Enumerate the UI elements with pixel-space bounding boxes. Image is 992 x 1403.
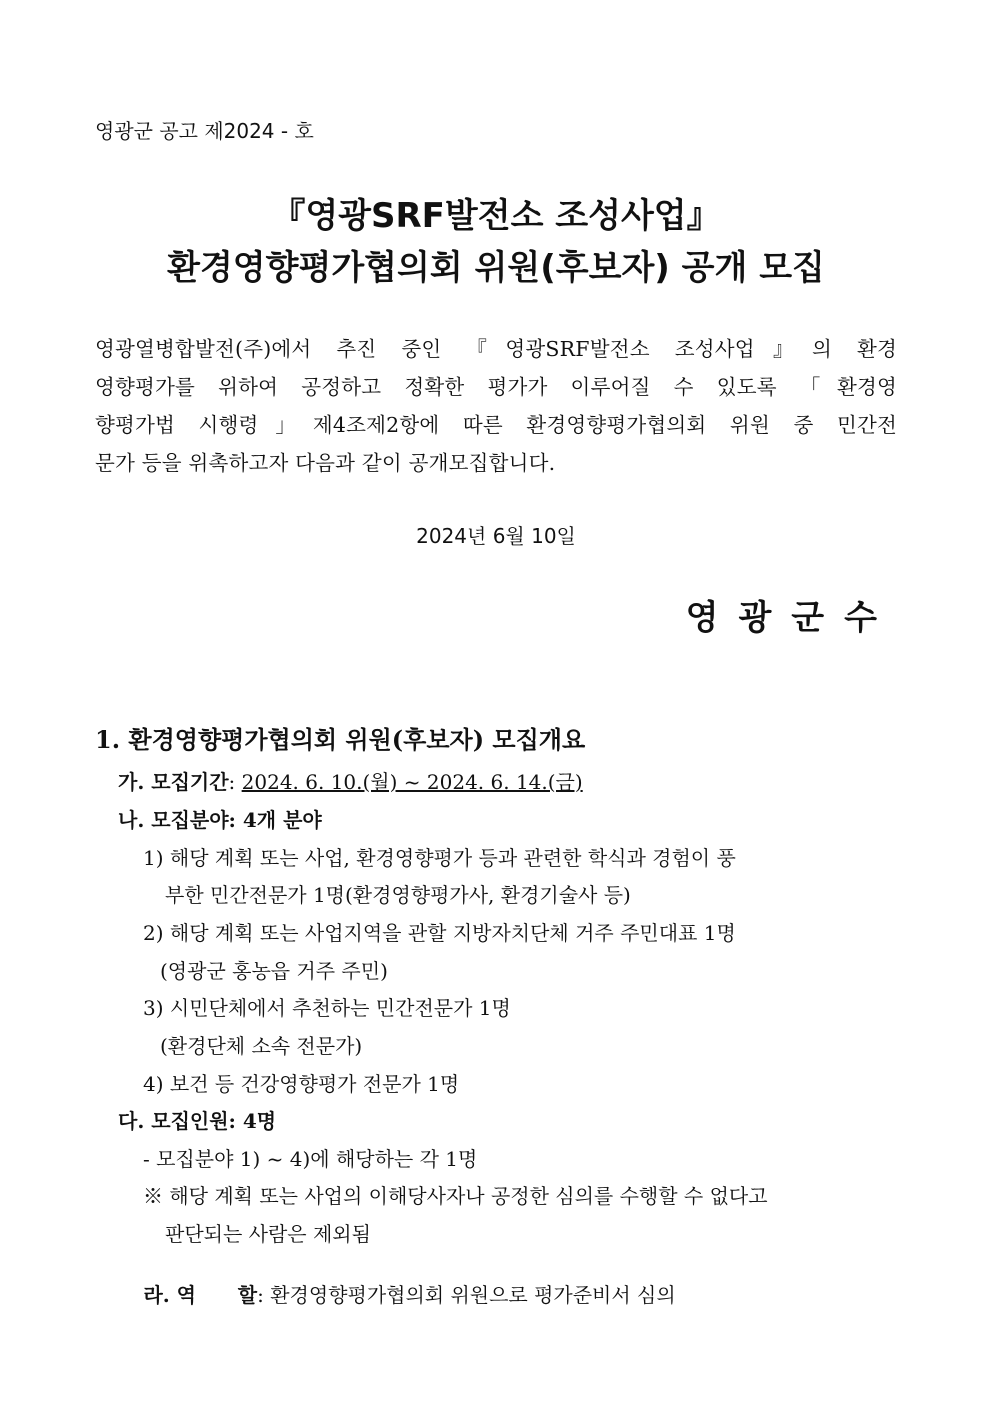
recruit-field-value: 4개 분야 [242, 808, 322, 832]
intro-paragraph [95, 330, 897, 482]
field-item-2: 2) 해당 계획 또는 사업지역을 관할 지방자치단체 거주 주민대표 1명 [143, 921, 736, 945]
field-item-2-cont: (영광군 홍농읍 거주 주민) [160, 959, 388, 983]
field-item-3-cont: (환경단체 소속 전문가) [160, 1034, 363, 1058]
recruit-count-value: 4명 [242, 1109, 277, 1133]
issuer: 영광군수 [685, 598, 897, 638]
intro-line-1: 영광열병합발전(주)에서 추진 중인 『영광SRF발전소 조성사업』의 환경 [95, 337, 897, 361]
role-value: 환경영향평가협의회 위원으로 평가준비서 심의 [270, 1283, 676, 1307]
recruit-field-label: 나. 모집분야 [118, 808, 229, 832]
role-label: 라. 역 할 [143, 1283, 258, 1307]
recruit-count-row: 다. 모집인원: 4명 [118, 1109, 277, 1133]
recruit-period-label: 가. 모집기간 [118, 770, 229, 794]
count-item-1: - 모집분야 1) ~ 4)에 해당하는 각 1명 [143, 1147, 478, 1171]
field-item-1-cont: 부한 민간전문가 1명(환경영향평가사, 환경기술사 등) [165, 883, 631, 907]
intro-line-2: 영향평가를 위하여 공정하고 정확한 평가가 이루어질 수 있도록 「환경영 [95, 375, 897, 399]
section-1-title: 1. 환경영향평가협의회 위원(후보자) 모집개요 [95, 725, 586, 754]
role-row: 라. 역 할: 환경영향평가협의회 위원으로 평가준비서 심의 [143, 1283, 676, 1307]
notice-date: 2024년 6월 10일 [416, 524, 576, 548]
field-item-3: 3) 시민단체에서 추천하는 민간전문가 1명 [143, 996, 511, 1020]
title-line-2: 환경영향평가협의회 위원(후보자) 공개 모집 [167, 248, 825, 288]
recruit-count-label: 다. 모집인원 [118, 1109, 229, 1133]
notice-number: 영광군 공고 제2024 - 호 [95, 119, 314, 143]
field-item-4: 4) 보건 등 건강영향평가 전문가 1명 [143, 1072, 460, 1096]
count-note: ※ 해당 계획 또는 사업의 이해당사자나 공정한 심의를 수행할 수 없다고 [143, 1184, 768, 1208]
recruit-period-row: 가. 모집기간: 2024. 6. 10.(월) ~ 2024. 6. 14.(금) [118, 770, 583, 794]
count-note-cont: 판단되는 사람은 제외됨 [165, 1222, 371, 1246]
recruit-field-row: 나. 모집분야: 4개 분야 [118, 808, 322, 832]
intro-line-3: 향평가법 시행령」제4조제2항에 따른 환경영향평가협의회 위원 중 민간전 [95, 413, 897, 437]
title-line-1: 『영광SRF발전소 조성사업』 [271, 196, 721, 236]
recruit-period-value: 2024. 6. 10.(월) ~ 2024. 6. 14.(금) [241, 770, 583, 794]
field-item-1: 1) 해당 계획 또는 사업, 환경영향평가 등과 관련한 학식과 경험이 풍 [143, 846, 736, 870]
intro-line-4: 문가 등을 위촉하고자 다음과 같이 공개모집합니다. [95, 451, 556, 475]
